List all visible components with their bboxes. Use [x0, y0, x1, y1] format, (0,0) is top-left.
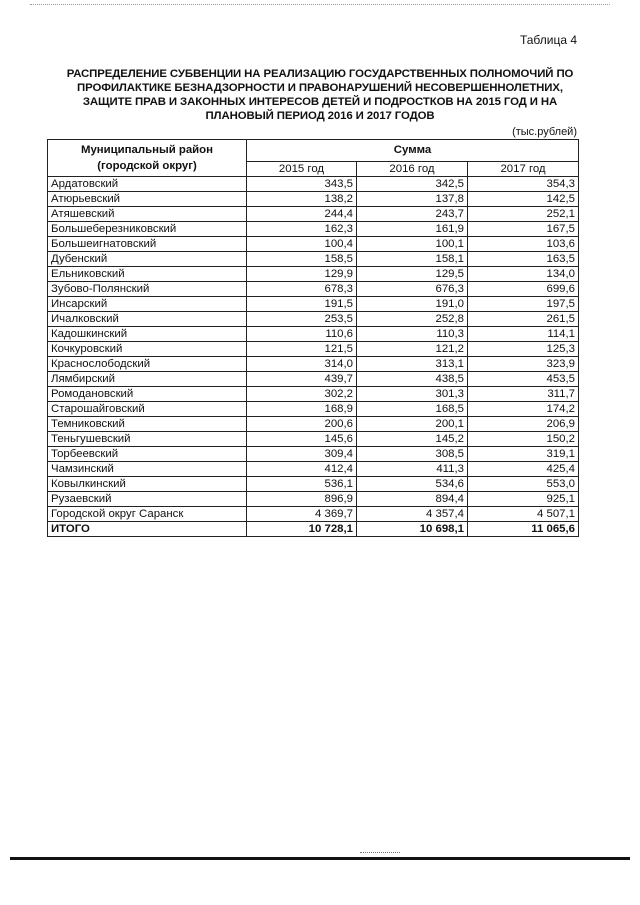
value-2017-cell: 197,5	[468, 297, 579, 312]
district-cell: Старошайговский	[48, 402, 247, 417]
district-cell: Атяшевский	[48, 207, 247, 222]
district-cell: Инсарский	[48, 297, 247, 312]
value-2015-cell: 314,0	[247, 357, 357, 372]
value-2015-cell: 343,5	[247, 177, 357, 192]
value-2016-cell: 161,9	[357, 222, 468, 237]
district-cell: Зубово-Полянский	[48, 282, 247, 297]
value-2017-cell: 699,6	[468, 282, 579, 297]
value-2016-cell: 110,3	[357, 327, 468, 342]
value-2017-cell: 925,1	[468, 492, 579, 507]
table-row	[48, 447, 579, 462]
title-line: РАСПРЕДЕЛЕНИЕ СУБВЕНЦИИ НА РЕАЛИЗАЦИЮ ГОСУДАРСТВЕННЫХ ПОЛНОМОЧИЙ ПО	[66, 68, 574, 80]
value-2015-cell: 168,9	[247, 402, 357, 417]
value-2016-cell: 411,3	[357, 462, 468, 477]
value-2016-cell: 534,6	[357, 477, 468, 492]
value-2017-cell: 425,4	[468, 462, 579, 477]
district-cell: Темниковский	[48, 417, 247, 432]
header-year-2016: 2016 год	[357, 161, 468, 176]
district-cell: Кадошкинский	[48, 327, 247, 342]
unit-label: (тыс.рублей)	[512, 126, 577, 138]
value-2015-cell: 145,6	[247, 432, 357, 447]
value-2017-cell: 311,7	[468, 387, 579, 402]
district-cell: Большеберезниковский	[48, 222, 247, 237]
value-2015-cell: 4 369,7	[247, 507, 357, 522]
value-2017-cell: 167,5	[468, 222, 579, 237]
value-2016-cell: 313,1	[357, 357, 468, 372]
value-2015-cell: 439,7	[247, 372, 357, 387]
header-sum: Сумма	[247, 140, 579, 162]
value-2016-cell: 200,1	[357, 417, 468, 432]
value-2015-cell: 302,2	[247, 387, 357, 402]
value-2016-cell: 243,7	[357, 207, 468, 222]
value-2015-cell: 110,6	[247, 327, 357, 342]
district-cell: Ковылкинский	[48, 477, 247, 492]
district-cell: Большеигнатовский	[48, 237, 247, 252]
title-line: ПЛАНОВЫЙ ПЕРИОД 2016 И 2017 ГОДОВ	[205, 110, 435, 122]
scan-bottom-edge	[10, 857, 630, 860]
table-row	[48, 372, 579, 387]
value-2017-cell: 142,5	[468, 192, 579, 207]
district-cell: Рузаевский	[48, 492, 247, 507]
header-district	[48, 140, 247, 177]
value-2015-cell: 536,1	[247, 477, 357, 492]
district-cell: Чамзинский	[48, 462, 247, 477]
header-year-2017: 2017 год	[468, 161, 579, 176]
header-district-line1: Муниципальный район	[80, 144, 214, 156]
scan-top-edge	[30, 4, 610, 5]
district-cell: Атюрьевский	[48, 192, 247, 207]
total-2017: 11 065,6	[468, 522, 579, 537]
table-row	[48, 432, 579, 447]
value-2017-cell: 252,1	[468, 207, 579, 222]
value-2017-cell: 206,9	[468, 417, 579, 432]
district-cell: Ельниковский	[48, 267, 247, 282]
value-2016-cell: 129,5	[357, 267, 468, 282]
value-2017-cell: 319,1	[468, 447, 579, 462]
total-2015: 10 728,1	[247, 522, 357, 537]
value-2016-cell: 121,2	[357, 342, 468, 357]
value-2016-cell: 301,3	[357, 387, 468, 402]
table-row	[48, 402, 579, 417]
table-row	[48, 342, 579, 357]
district-cell: Теньгушевский	[48, 432, 247, 447]
table-row	[48, 192, 579, 207]
total-label: ИТОГО	[48, 522, 247, 537]
header-year-2015: 2015 год	[247, 161, 357, 176]
value-2016-cell: 100,1	[357, 237, 468, 252]
value-2017-cell: 323,9	[468, 357, 579, 372]
value-2015-cell: 244,4	[247, 207, 357, 222]
value-2015-cell: 309,4	[247, 447, 357, 462]
table-row	[48, 267, 579, 282]
value-2016-cell: 137,8	[357, 192, 468, 207]
value-2015-cell: 138,2	[247, 192, 357, 207]
value-2015-cell: 129,9	[247, 267, 357, 282]
document-title	[50, 67, 590, 123]
district-cell: Лямбирский	[48, 372, 247, 387]
value-2017-cell: 4 507,1	[468, 507, 579, 522]
table-row	[48, 462, 579, 477]
total-row	[48, 522, 579, 537]
table-row	[48, 417, 579, 432]
district-cell: Дубенский	[48, 252, 247, 267]
table-row	[48, 387, 579, 402]
table-row	[48, 507, 579, 522]
table-row	[48, 492, 579, 507]
value-2017-cell: 103,6	[468, 237, 579, 252]
value-2017-cell: 354,3	[468, 177, 579, 192]
value-2017-cell: 553,0	[468, 477, 579, 492]
table-number-label: Таблица 4	[519, 33, 577, 47]
table-row	[48, 297, 579, 312]
value-2015-cell: 896,9	[247, 492, 357, 507]
district-cell: Кочкуровский	[48, 342, 247, 357]
value-2017-cell: 125,3	[468, 342, 579, 357]
value-2016-cell: 676,3	[357, 282, 468, 297]
value-2017-cell: 174,2	[468, 402, 579, 417]
value-2016-cell: 168,5	[357, 402, 468, 417]
subsidy-table	[47, 139, 579, 537]
table-row	[48, 312, 579, 327]
table-row	[48, 327, 579, 342]
value-2015-cell: 200,6	[247, 417, 357, 432]
value-2016-cell: 342,5	[357, 177, 468, 192]
value-2015-cell: 100,4	[247, 237, 357, 252]
title-line: ПРОФИЛАКТИКЕ БЕЗНАДЗОРНОСТИ И ПРАВОНАРУШЕНИЙ НЕСОВЕРШЕННОЛЕТНИХ,	[77, 82, 563, 94]
scan-artifact	[360, 852, 400, 853]
value-2016-cell: 252,8	[357, 312, 468, 327]
table-row	[48, 177, 579, 192]
table-row	[48, 357, 579, 372]
title-line: ЗАЩИТЕ ПРАВ И ЗАКОННЫХ ИНТЕРЕСОВ ДЕТЕЙ И ПОДРОСТКОВ НА 2015 ГОД И НА	[82, 96, 558, 108]
district-cell: Торбеевский	[48, 447, 247, 462]
district-cell: Краснослободский	[48, 357, 247, 372]
table-row	[48, 477, 579, 492]
value-2016-cell: 158,1	[357, 252, 468, 267]
value-2017-cell: 453,5	[468, 372, 579, 387]
value-2016-cell: 4 357,4	[357, 507, 468, 522]
value-2016-cell: 308,5	[357, 447, 468, 462]
value-2017-cell: 163,5	[468, 252, 579, 267]
value-2017-cell: 261,5	[468, 312, 579, 327]
total-2016: 10 698,1	[357, 522, 468, 537]
district-cell: Ардатовский	[48, 177, 247, 192]
table-row	[48, 237, 579, 252]
district-cell: Городской округ Саранск	[48, 507, 247, 522]
value-2017-cell: 150,2	[468, 432, 579, 447]
value-2017-cell: 114,1	[468, 327, 579, 342]
value-2016-cell: 191,0	[357, 297, 468, 312]
value-2016-cell: 145,2	[357, 432, 468, 447]
table-row	[48, 282, 579, 297]
value-2016-cell: 438,5	[357, 372, 468, 387]
table-row	[48, 222, 579, 237]
table-row	[48, 252, 579, 267]
value-2015-cell: 412,4	[247, 462, 357, 477]
district-cell: Ичалковский	[48, 312, 247, 327]
value-2015-cell: 191,5	[247, 297, 357, 312]
header-district-line2: (городской округ)	[97, 160, 197, 172]
value-2015-cell: 121,5	[247, 342, 357, 357]
table-row	[48, 207, 579, 222]
value-2017-cell: 134,0	[468, 267, 579, 282]
value-2015-cell: 158,5	[247, 252, 357, 267]
district-cell: Ромодановский	[48, 387, 247, 402]
value-2015-cell: 162,3	[247, 222, 357, 237]
value-2016-cell: 894,4	[357, 492, 468, 507]
value-2015-cell: 253,5	[247, 312, 357, 327]
value-2015-cell: 678,3	[247, 282, 357, 297]
